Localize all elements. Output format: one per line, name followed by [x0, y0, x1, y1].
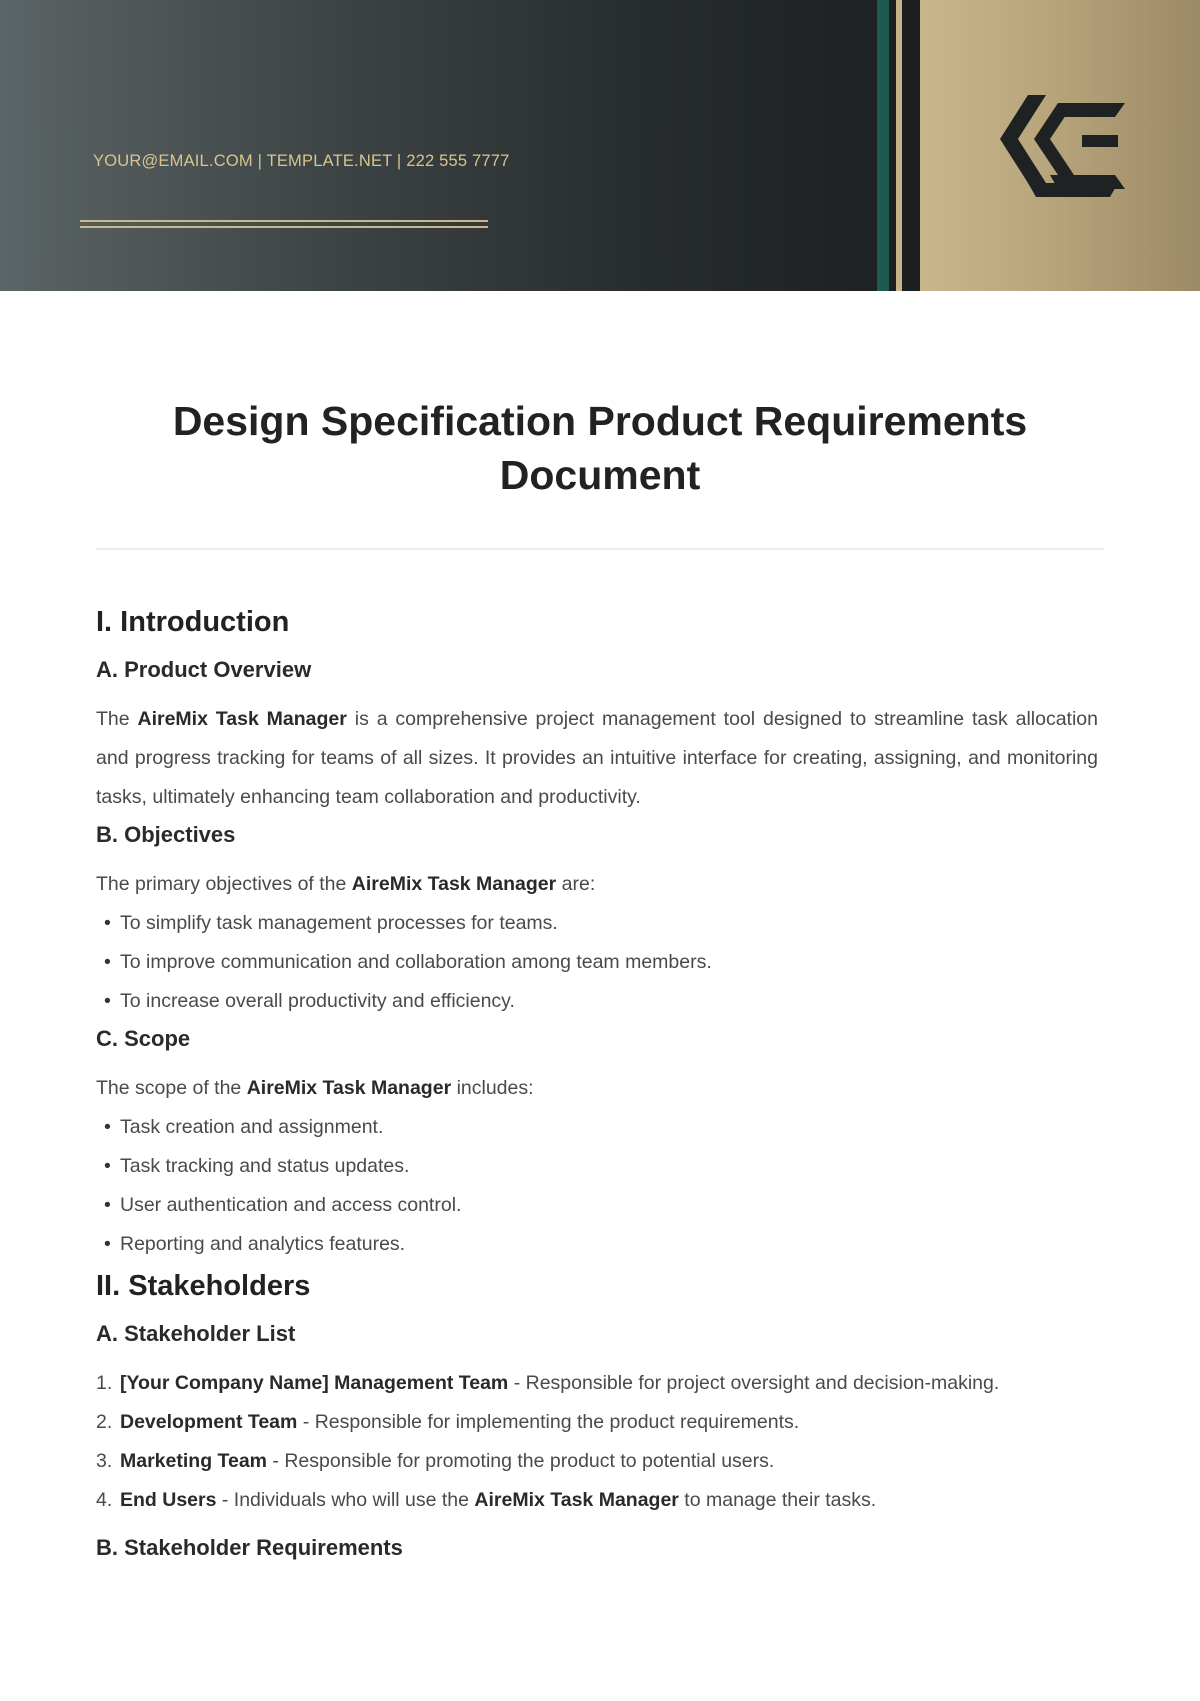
- banner-stripe-dark: [889, 0, 896, 291]
- header-banner: [0, 0, 1200, 291]
- document-title-line2: Document: [499, 452, 701, 498]
- subheading-stakeholder-requirements: B. Stakeholder Requirements: [96, 1535, 403, 1560]
- objectives-list: [96, 904, 1098, 1021]
- subheading-objectives: B. Objectives: [96, 822, 236, 847]
- scope-list: [96, 1108, 1098, 1264]
- list-item: • Reporting and analytics features.: [96, 1225, 1098, 1264]
- list-item: • User authentication and access control.: [96, 1186, 1098, 1225]
- list-item: • To improve communication and collaboration among team members.: [96, 943, 1098, 982]
- stakeholder-list: [96, 1364, 1098, 1520]
- list-item: [96, 1481, 1098, 1520]
- list-number: 1.: [96, 1372, 113, 1394]
- product-name: AireMix Task Manager: [137, 708, 347, 730]
- title-divider: [96, 548, 1104, 550]
- document-title: [96, 394, 1104, 502]
- stakeholder-name: [Your Company Name] Management Team: [120, 1372, 509, 1394]
- text-run: The scope of the: [96, 1077, 247, 1099]
- scope-intro-paragraph: [96, 1069, 1098, 1108]
- section-heading-introduction: I. Introduction: [96, 606, 290, 638]
- subheading-stakeholder-list: A. Stakeholder List: [96, 1321, 296, 1346]
- list-number: 2.: [96, 1411, 113, 1433]
- text-run: is a comprehensive project management tool designed to streamline task allocation and progress tracking for teams of all sizes. It provides an intuitive interface for creating, assigning, and monitoring tasks, ultimately enhancing team collaboration and productivity.: [96, 708, 1098, 808]
- list-item: • To increase overall productivity and efficiency.: [96, 982, 1098, 1021]
- banner-stripe-dark-wide: [902, 0, 920, 291]
- stakeholder-name: Marketing Team: [120, 1450, 268, 1472]
- text-run: The: [96, 708, 138, 730]
- section-heading-stakeholders: II. Stakeholders: [96, 1270, 311, 1302]
- list-item: • To simplify task management processes for teams.: [96, 904, 1098, 943]
- text-run: are:: [556, 873, 596, 895]
- subheading-product-overview: A. Product Overview: [96, 657, 312, 682]
- list-item: [96, 1442, 1098, 1481]
- document-body: [96, 600, 1098, 1566]
- contact-info: YOUR@EMAIL.COM | TEMPLATE.NET | 222 555 7777: [93, 152, 510, 170]
- text-run: The primary objectives of the: [96, 873, 352, 895]
- stakeholder-description: - Responsible for project oversight and decision-making.: [508, 1372, 1000, 1394]
- stakeholder-name: End Users: [120, 1489, 217, 1511]
- list-number: 3.: [96, 1450, 113, 1472]
- stakeholder-description: to manage their tasks.: [678, 1489, 877, 1511]
- list-item: • Task tracking and status updates.: [96, 1147, 1098, 1186]
- list-item: [96, 1364, 1098, 1403]
- stakeholder-description: - Responsible for promoting the product to potential users.: [267, 1450, 775, 1472]
- subheading-scope: C. Scope: [96, 1026, 191, 1051]
- product-name: AireMix Task Manager: [351, 873, 557, 895]
- product-name: AireMix Task Manager: [246, 1077, 452, 1099]
- contact-underline-bottom: [80, 226, 488, 228]
- banner-dark-panel: [0, 0, 880, 291]
- chevron-logo-icon: [1000, 95, 1125, 210]
- stakeholder-description: - Individuals who will use the: [216, 1489, 475, 1511]
- stakeholder-name: Development Team: [120, 1411, 298, 1433]
- list-item: • Task creation and assignment.: [96, 1108, 1098, 1147]
- product-name: AireMix Task Manager: [474, 1489, 679, 1511]
- list-item: [96, 1403, 1098, 1442]
- document-title-line1: Design Specification Product Requirements: [172, 398, 1028, 444]
- banner-stripe-teal: [877, 0, 889, 291]
- list-number: 4.: [96, 1489, 113, 1511]
- text-run: includes:: [451, 1077, 534, 1099]
- objectives-intro-paragraph: [96, 865, 1098, 904]
- stakeholder-description: - Responsible for implementing the product requirements.: [297, 1411, 800, 1433]
- contact-underline-top: [80, 220, 488, 222]
- product-overview-paragraph: [96, 700, 1098, 817]
